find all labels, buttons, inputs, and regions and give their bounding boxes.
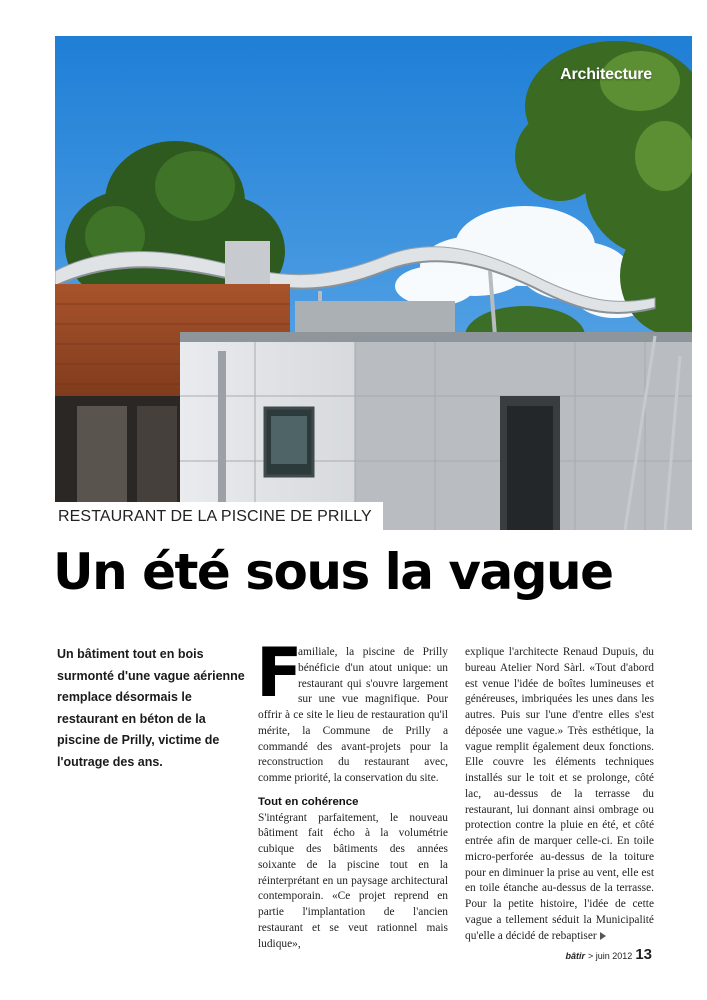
section-tag: Architecture xyxy=(560,66,652,83)
body-column-1 xyxy=(256,634,448,952)
page-footer xyxy=(566,946,653,963)
article-lead: Un bâtiment tout en bois surmonté d'une vague aérienne remplace désormais le restaurant en béton de la piscine de Prilly, victime de l'outrage des ans. xyxy=(57,647,245,769)
article-kicker: RESTAURANT DE LA PISCINE DE PRILLY xyxy=(55,502,383,532)
building-photo-illustration xyxy=(55,36,692,530)
drop-cap: F xyxy=(256,634,303,713)
issue-date: > juin 2012 xyxy=(588,951,633,961)
page-number: 13 xyxy=(635,946,652,963)
paragraph-1-text: amiliale, la piscine de Prilly bénéficie d'un atout unique: un restaurant qui s'ouvre largement sur une vue magnifique. Pour offrir à ce site le lieu de restauration qu'il mérite, la Commune de Prilly a commandé des avant-projets pour la reconstruction du restaurant avec, comme priorité, la conservation du site. xyxy=(258,646,448,784)
paragraph-3-text: explique l'architecte Renaud Dupuis, du bureau Atelier Nord Sàrl. «Tout d'abord est venue l'idée de boîtes lumineuses et généreuses, imbriquées les unes dans les autres. Puis sur l'une d'entre elles s'est déposée une vague.» Très esthétique, la vague remplit également deux fonctions. Elle couvre les éléments techniques installés sur le toit et se prolonge, côté lac, au-dessus de la terrasse du restaurant, lui donnant ainsi ombrage ou protection contre la pluie en été, et côté entrée afin de marquer celle-ci. En toile micro-perforée au-dessus de la toiture pour en diminuer la prise au vent, elle est en toile étanche au-dessus de la terrasse. Pour la petite histoire, l'idée de cette vague a tellement séduit la Municipalité qu'elle a décidé de rebaptiser xyxy=(465,646,654,942)
continued-arrow-icon xyxy=(600,932,606,940)
paragraph-2: S'intégrant parfaitement, le nouveau bâtiment fait écho à la volumétrie cubique des bâtiments des années soixante de la piscine tout en la réinterprétant en un paysage architectural contemporain. «Ce projet reprend en partie l'implantation de l'ancien restaurant et se veut rationnel mais ludique», xyxy=(258,811,448,950)
paragraph-1 xyxy=(256,634,448,787)
paragraph-3 xyxy=(465,645,654,944)
magazine-brand: bâtir xyxy=(565,951,586,961)
article-title: Un été sous la vague xyxy=(53,543,613,601)
section-subhead: Tout en cohérence xyxy=(258,795,359,808)
body-column-2 xyxy=(465,645,654,944)
cover-photo xyxy=(55,36,692,530)
